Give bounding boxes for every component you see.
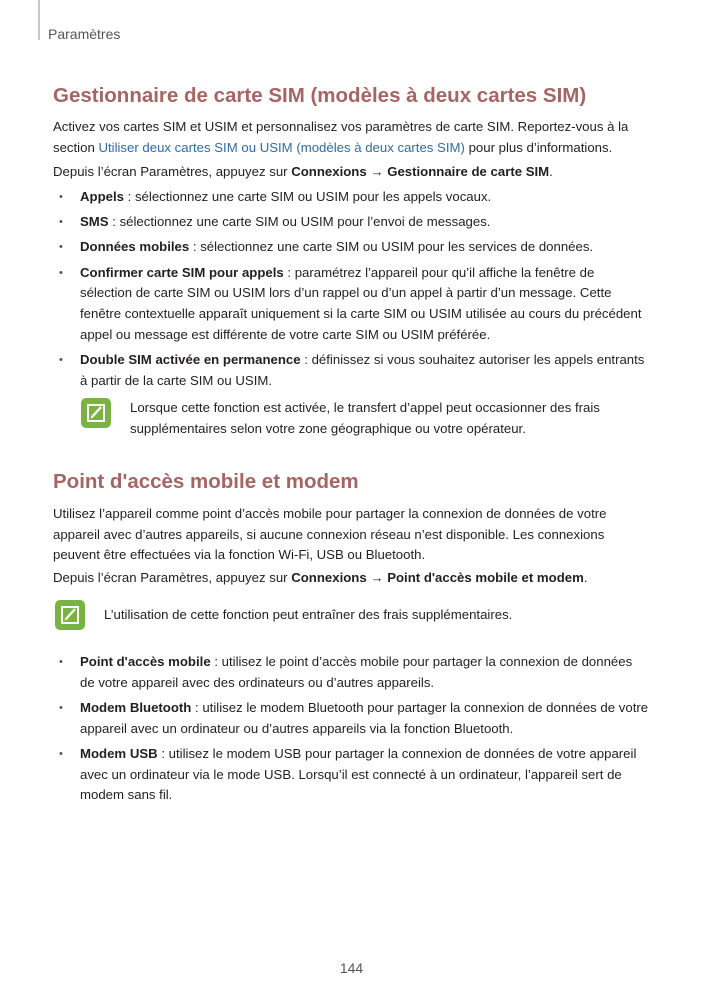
list-item xyxy=(53,187,649,208)
bullet-desc: : utilisez le point d’accès mobile pour partager la connexion de données de votre appareil avec des ordinateurs ou d’autres appareils. xyxy=(80,654,633,690)
bullet-desc: : sélectionnez une carte SIM ou USIM pour les services de données. xyxy=(189,239,594,255)
path-sim-manager: Gestionnaire de carte SIM xyxy=(387,164,550,179)
path-connections: Connexions xyxy=(291,570,367,585)
bullet-term: Appels xyxy=(80,189,124,204)
list-item xyxy=(53,698,649,739)
sim-options-list xyxy=(53,187,649,396)
bullet-desc: : utilisez le modem USB pour partager la connexion de données de votre appareil avec un ordinateur via le mode USB. Lorsqu’il est connecté à un ordinateur, l’appareil sert de modem sans fil. xyxy=(80,745,637,803)
dual-sim-link[interactable]: Utiliser deux cartes SIM ou USIM (modèles à deux cartes SIM) xyxy=(98,139,465,155)
hotspot-settings-path xyxy=(53,568,648,589)
bullet-term: SMS xyxy=(80,214,109,230)
section-title-hotspot: Point d'accès mobile et modem xyxy=(53,470,359,493)
sim-settings-path xyxy=(53,162,648,183)
list-item xyxy=(53,212,649,233)
header-divider xyxy=(38,0,40,40)
hotspot-options-list xyxy=(53,652,649,810)
bullet-desc: : sélectionnez une carte SIM ou USIM pour l’envoi de messages. xyxy=(108,214,491,230)
note-pencil-icon xyxy=(81,398,111,428)
path-prefix: Depuis l’écran Paramètres, appuyez sur xyxy=(53,570,292,585)
sim-note xyxy=(81,398,621,439)
bullet-desc: : paramétrez l’appareil pour qu’il affiche la fenêtre de sélection de carte SIM ou USIM lors d’un rappel ou d’un appel à partir d’un message. Cette fenêtre contextuelle apparaît uniquement si la carte SIM ou USIM utilisée au cours du précédent appel ou message est différente de votre carte SIM ou USIM préférée. xyxy=(80,264,642,342)
hotspot-note xyxy=(55,600,615,630)
note-pencil-icon xyxy=(55,600,85,630)
path-arrow: → xyxy=(366,164,388,179)
list-item xyxy=(53,350,649,391)
bullet-term: Double SIM activée en permanence xyxy=(80,351,301,367)
bullet-term: Modem Bluetooth xyxy=(80,699,192,715)
bullet-term: Point d'accès mobile xyxy=(80,654,211,669)
bullet-desc: : sélectionnez une carte SIM ou USIM pour les appels vocaux. xyxy=(123,189,492,204)
bullet-desc: : utilisez le modem Bluetooth pour partager la connexion de données de votre appareil avec un ordinateur ou d’autres appareils via la fonction Bluetooth. xyxy=(80,699,649,736)
path-hotspot: Point d'accès mobile et modem xyxy=(387,570,584,585)
page-header: Paramètres xyxy=(48,26,121,42)
page-number: 144 xyxy=(339,960,364,976)
hotspot-note-text: L’utilisation de cette fonction peut entraîner des frais supplémentaires. xyxy=(104,607,513,622)
list-item xyxy=(53,237,649,258)
path-end: . xyxy=(583,570,588,585)
list-item xyxy=(53,263,649,346)
bullet-term: Données mobiles xyxy=(80,239,190,255)
sim-intro-paragraph xyxy=(53,117,648,158)
sim-note-text: Lorsque cette fonction est activée, le transfert d’appel peut occasionner des frais supplémentaires selon votre zone géographique ou votre opérateur. xyxy=(130,400,600,436)
bullet-term: Modem USB xyxy=(80,745,158,761)
path-connections: Connexions xyxy=(291,164,367,179)
hotspot-intro-paragraph: Utilisez l’appareil comme point d’accès mobile pour partager la connexion de données de votre appareil avec d’autres appareils, si aucune connexion réseau n’est disponible. Les connexions peuvent être effectuées via la fonction Wi-Fi, USB ou Bluetooth. xyxy=(53,506,607,562)
list-item xyxy=(53,744,649,806)
bullet-desc: : définissez si vous souhaitez autoriser les appels entrants à partir de la carte SIM ou USIM. xyxy=(80,351,645,388)
path-end: . xyxy=(549,164,553,179)
bullet-term: Confirmer carte SIM pour appels xyxy=(80,264,284,280)
path-prefix: Depuis l’écran Paramètres, appuyez sur xyxy=(53,164,292,179)
sim-intro-text: Activez vos cartes SIM et USIM et personnalisez vos paramètres de carte SIM. Reportez-vous à la section xyxy=(53,119,629,155)
sim-intro-suffix: pour plus d’informations. xyxy=(464,139,613,155)
section-title-sim-manager: Gestionnaire de carte SIM (modèles à deux cartes SIM) xyxy=(53,84,587,107)
list-item xyxy=(53,652,649,693)
path-arrow: → xyxy=(366,570,388,585)
